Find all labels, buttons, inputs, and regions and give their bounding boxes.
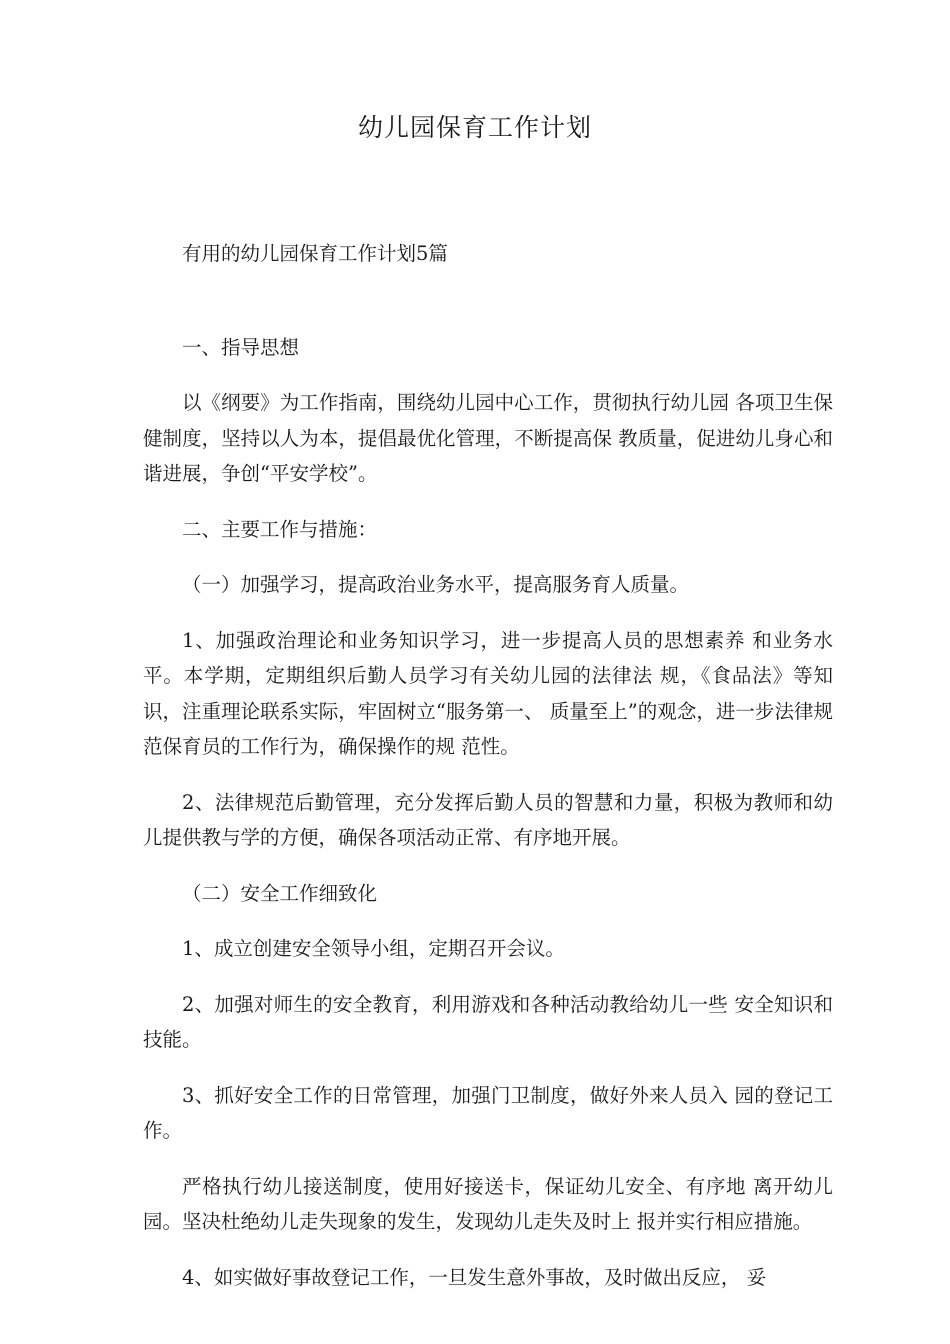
paragraph: 严格执行幼儿接送制度，使用好接送卡，保证幼儿安全、有序地 离开幼儿园。坚决杜绝幼儿走失现象的发生，发现幼儿走失及时上 报并实行相应措施。 (143, 1174, 833, 1233)
paragraph: 以《纲要》为工作指南，围绕幼儿园中心工作，贯彻执行幼儿园 各项卫生保健制度，坚持以人为本，提倡最优化管理，不断提高保 教质量，促进幼儿身心和谐进展，争创“平安学校”。 (143, 391, 833, 485)
paragraph-section-heading: （二）安全工作细致化 (182, 881, 378, 905)
paragraph: 4、如实做好事故登记工作，一旦发生意外事故，及时做出反应， 妥 (182, 1265, 767, 1289)
paragraph-section-heading: （一）加强学习，提高政治业务水平，提高服务育人质量。 (182, 573, 690, 596)
paragraph: 2、加强对师生的安全教育，利用游戏和各种活动教给幼儿一些 安全知识和技能。 (143, 992, 833, 1051)
paragraph: 1、加强政治理论和业务知识学习，进一步提高人员的思想素养 和业务水平。本学期，定期组织后勤人员学习有关幼儿园的法律法 规，《食品法》等知识，注重理论联系实际，牢固树立“服务第一、 质量至上”的观念，进一步法律规范保育员的工作行为，确保操作的规 范性。 (143, 628, 833, 758)
paragraph-main-work-heading: 二、主要工作与措施： (182, 517, 378, 541)
paragraph: 2、法律规范后勤管理，充分发挥后勤人员的智慧和力量，积极为教师和幼儿提供教与学的方便，确保各项活动正常、有序地开展。 (143, 790, 833, 849)
document-title: 幼儿园保育工作计划 (357, 113, 592, 142)
paragraph-guiding-thought-heading: 一、指导思想 (182, 335, 300, 359)
paragraph: 1、成立创建安全领导小组，定期召开会议。 (182, 937, 565, 960)
document-body (143, 236, 833, 1315)
document-subtitle: 有用的幼儿园保育工作计划5篇 (182, 242, 448, 265)
paragraph: 3、抓好安全工作的日常管理，加强门卫制度，做好外来人员入 园的登记工作。 (143, 1083, 833, 1142)
